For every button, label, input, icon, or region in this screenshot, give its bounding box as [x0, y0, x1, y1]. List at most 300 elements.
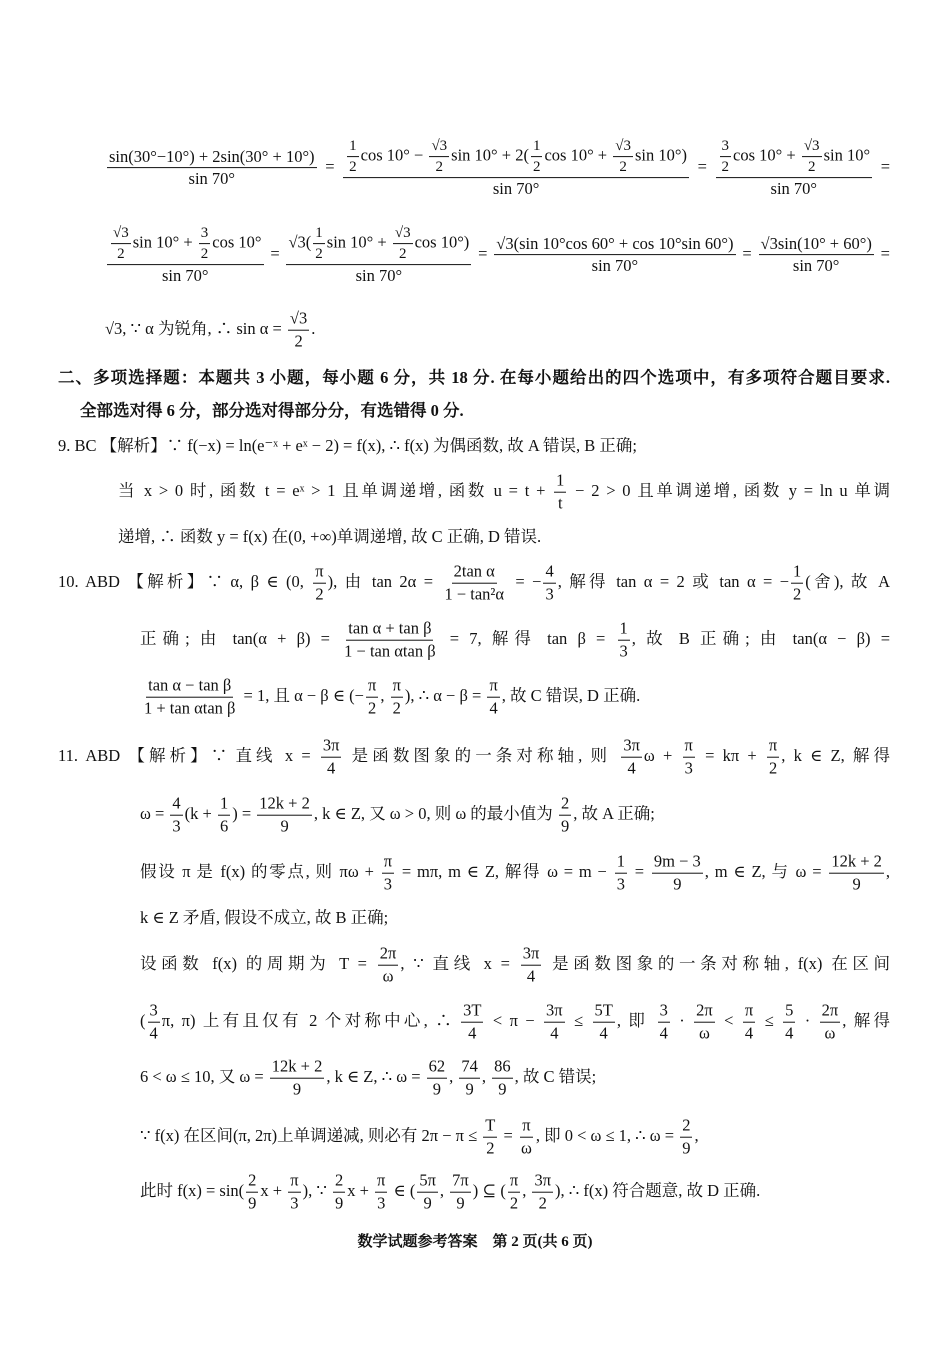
numerator — [459, 1057, 480, 1079]
text-run: π — [489, 675, 498, 695]
denominator — [487, 698, 499, 719]
fraction — [170, 794, 182, 837]
text-run: , 即 — [616, 1010, 656, 1030]
text-run: x + — [347, 1180, 374, 1200]
fraction — [342, 619, 437, 662]
text-run: 2 — [768, 758, 778, 778]
text-run: = — [690, 156, 714, 176]
text-run: sin 70° — [792, 256, 840, 276]
text-run: = mπ, m ∈ Z, 解得 ω = m − — [396, 861, 613, 881]
denominator — [187, 168, 237, 189]
fraction — [559, 794, 571, 837]
text-run: 9 — [560, 816, 570, 836]
text-run: 9 — [248, 1193, 257, 1213]
fraction — [716, 137, 873, 199]
text-run: = — [737, 243, 757, 263]
text-run: 3π — [546, 1000, 563, 1020]
numerator — [554, 471, 566, 493]
text-run: 9 — [673, 874, 682, 894]
fraction — [618, 619, 630, 662]
numerator — [791, 562, 803, 584]
numerator — [346, 619, 433, 641]
text-run: π — [392, 675, 401, 695]
fraction — [508, 1171, 520, 1214]
text-run: 2 — [619, 159, 627, 176]
denominator — [434, 157, 446, 176]
text-run: 2 — [793, 584, 802, 604]
text-run: tan α − tan β — [148, 675, 232, 695]
text-run: t — [557, 493, 563, 513]
fraction — [652, 852, 703, 895]
numerator — [218, 794, 230, 816]
text-run: π — [377, 1170, 386, 1190]
text-run: 3π — [623, 735, 640, 755]
denominator — [278, 816, 290, 837]
text-run: 全部选对得 6 分，部分选对得部分分，有选错得 0 分. — [80, 401, 464, 421]
text-run: 1 — [793, 561, 802, 581]
fraction — [378, 944, 399, 987]
denominator — [491, 178, 541, 199]
fraction — [111, 224, 131, 263]
numerator — [829, 852, 884, 874]
fraction — [442, 562, 506, 605]
denominator — [680, 1138, 692, 1159]
numerator — [716, 137, 873, 178]
text-run: 2 — [721, 159, 730, 176]
text-run: ∵ f(x) 在区间(π, 2π)上单调递减, 则必有 2π − π ≤ — [140, 1125, 482, 1145]
text-run: π — [744, 1000, 754, 1020]
text-run: 9 — [423, 1193, 432, 1213]
denominator — [382, 874, 394, 895]
denominator — [313, 584, 325, 605]
numerator — [680, 1116, 692, 1138]
numerator — [743, 1001, 755, 1023]
section-heading — [58, 368, 890, 388]
numerator — [820, 1001, 841, 1023]
fraction — [450, 1171, 471, 1214]
denominator — [617, 157, 629, 176]
text-run: 2 — [486, 1138, 495, 1158]
fraction — [288, 309, 309, 352]
text-run: , k ∈ Z, 解得 — [781, 745, 891, 765]
denominator — [720, 157, 732, 176]
text-run: 4 — [550, 1023, 559, 1043]
fraction — [783, 1001, 795, 1044]
text-run: 9 — [682, 1138, 691, 1158]
text-run: 5π — [419, 1170, 436, 1190]
denominator — [822, 1023, 837, 1044]
text-run: 是函数图象的一条对称轴, f(x) 在区间 — [543, 953, 891, 973]
denominator — [466, 1023, 478, 1044]
text-run: 6 < ω ≤ 10, 又 ω = — [140, 1066, 268, 1086]
fraction — [543, 562, 555, 605]
text-run: 4 — [327, 758, 336, 778]
numerator — [378, 944, 399, 966]
fraction — [246, 1171, 258, 1214]
numerator — [170, 794, 182, 816]
text-run: 2π — [821, 1000, 839, 1020]
numerator — [288, 1171, 300, 1193]
denominator — [508, 1193, 520, 1214]
text-run: 12k + 2 — [271, 1056, 323, 1076]
fraction — [829, 852, 884, 895]
fraction — [286, 224, 471, 286]
text-run: 9 — [280, 816, 289, 836]
fraction — [658, 1001, 670, 1044]
text-run: 5T — [594, 1000, 613, 1020]
denominator — [743, 1023, 755, 1044]
text-run: 1 — [619, 618, 628, 638]
text-run: , — [481, 1066, 491, 1086]
text-run: , — [694, 1125, 699, 1145]
q9-line — [58, 436, 637, 456]
q11-line — [140, 794, 655, 837]
text-run: ≤ — [566, 1010, 591, 1030]
denominator — [791, 584, 803, 605]
denominator — [354, 265, 404, 286]
text-run: 86 — [494, 1056, 511, 1076]
q11-line — [140, 852, 890, 895]
text-run: 2 — [248, 1170, 257, 1190]
fraction — [613, 137, 633, 176]
denominator — [658, 1023, 670, 1044]
fraction — [767, 736, 779, 779]
fraction — [554, 471, 566, 514]
text-run: ∈ ( — [389, 1180, 416, 1200]
fraction — [427, 1057, 448, 1100]
text-run: ω = — [140, 803, 169, 823]
numerator — [559, 794, 571, 816]
numerator — [521, 944, 542, 966]
denominator — [556, 493, 565, 514]
fraction — [483, 1116, 497, 1159]
text-run: 3 — [377, 1193, 386, 1213]
fraction — [333, 1171, 345, 1214]
denominator — [397, 244, 409, 263]
text-run: 4 — [545, 561, 554, 581]
text-run: = — [875, 243, 890, 263]
fraction — [148, 1001, 160, 1044]
text-run: √3 — [615, 138, 631, 155]
numerator — [593, 1001, 615, 1023]
text-run: 4 — [489, 698, 498, 718]
text-run: , 故 C 错误, D 正确. — [501, 685, 641, 705]
fraction — [382, 852, 394, 895]
text-run: π — [367, 675, 377, 695]
denominator — [697, 1023, 712, 1044]
q11-line — [140, 944, 890, 987]
fraction — [680, 1116, 692, 1159]
numerator — [532, 1171, 553, 1193]
text-run: 1 — [532, 138, 541, 155]
text-run: 10. ABD 【解析】∵ α, β ∈ (0, — [58, 571, 312, 591]
denominator — [422, 1193, 434, 1214]
text-run: , ∵ 直线 x = — [400, 953, 519, 973]
text-run: = — [628, 861, 650, 881]
numerator — [391, 676, 403, 698]
text-run: π, π) 上有且仅有 2 个对称中心, ∴ — [161, 1010, 460, 1030]
text-run: π — [522, 1115, 531, 1135]
text-run: √3 — [803, 138, 820, 155]
text-run: 假设 π 是 f(x) 的零点, 则 πω + — [140, 861, 380, 881]
denominator — [525, 966, 537, 987]
text-run: 4 — [659, 1023, 668, 1043]
text-run: ω + — [643, 745, 681, 765]
q9-line — [118, 527, 541, 547]
text-run: 3T — [463, 1000, 482, 1020]
fraction — [492, 1057, 513, 1100]
fraction — [288, 1171, 300, 1214]
denominator — [543, 584, 555, 605]
text-run: 3 — [172, 816, 181, 836]
text-run: 3 — [684, 758, 693, 778]
text-run: sin 10° + 2( — [451, 145, 529, 165]
fraction — [391, 676, 403, 719]
denominator — [160, 265, 210, 286]
fraction — [321, 736, 342, 779]
text-run: 2 — [682, 1115, 691, 1135]
numerator — [286, 224, 471, 265]
denominator — [288, 1193, 300, 1214]
text-run: π — [768, 735, 778, 755]
text-run: 2 — [334, 1170, 344, 1190]
text-run: , — [439, 1180, 449, 1200]
text-run: 2 — [117, 246, 125, 263]
text-run: 当 x > 0 时, 函数 t = eˣ > 1 且单调递增, 函数 u = t + — [118, 480, 553, 500]
numerator — [492, 1057, 513, 1079]
text-run: (舍), 故 A — [805, 571, 890, 591]
numerator — [783, 1001, 795, 1023]
fraction — [621, 736, 642, 779]
text-run: √3( — [288, 232, 312, 252]
text-run: √3 — [394, 225, 411, 242]
denominator — [537, 1193, 549, 1214]
text-run: 1 − tan αtan β — [344, 641, 436, 661]
denominator — [333, 1193, 345, 1214]
text-run: = — [265, 243, 285, 263]
text-run: ), ∴ α − β = — [404, 685, 486, 705]
denominator — [806, 157, 818, 176]
numerator — [543, 562, 555, 584]
text-run: π — [684, 735, 693, 755]
text-run: ( — [140, 1010, 146, 1030]
numerator — [107, 147, 317, 169]
denominator — [791, 255, 841, 276]
denominator — [598, 1023, 610, 1044]
text-run: 9 — [456, 1193, 465, 1213]
numerator — [613, 137, 633, 157]
numerator — [382, 852, 394, 874]
text-run: π — [509, 1170, 519, 1190]
text-run: · — [797, 1010, 818, 1030]
text-run: sin 70° — [355, 266, 403, 286]
text-run: sin 70° — [770, 179, 818, 199]
numerator — [429, 137, 449, 157]
text-run: , m ∈ Z, 与 ω = — [704, 861, 828, 881]
numerator — [427, 1057, 448, 1079]
text-run: , k ∈ Z, 又 ω > 0, 则 ω 的最小值为 — [313, 803, 557, 823]
fraction — [199, 224, 211, 263]
fraction — [531, 137, 543, 176]
fraction — [820, 1001, 841, 1044]
fraction — [393, 224, 413, 263]
text-run: sin 70° — [492, 179, 540, 199]
fraction — [343, 137, 689, 199]
text-run: sin 10° + — [132, 232, 197, 252]
text-run: , 解得 tan α = 2 或 tan α = − — [557, 571, 790, 591]
numerator — [393, 224, 413, 244]
text-run: 3 — [616, 874, 625, 894]
text-run: 11. ABD 【解析】∵ 直线 x = — [58, 745, 319, 765]
denominator — [548, 1023, 560, 1044]
text-run: (k + — [184, 803, 216, 823]
numerator — [544, 1001, 565, 1023]
text-run: cos 10° + — [544, 145, 612, 165]
text-run: 6 — [219, 816, 229, 836]
text-run: 2tan α — [453, 561, 495, 581]
text-run: sin 10°) — [634, 145, 687, 165]
q10-line — [58, 562, 890, 605]
numerator — [759, 234, 874, 256]
text-run: < π − — [485, 1010, 543, 1030]
numerator — [347, 137, 359, 157]
numerator — [618, 619, 630, 641]
numerator — [615, 852, 627, 874]
q11-line — [140, 1001, 890, 1044]
text-run: 设函数 f(x) 的周期为 T = — [140, 953, 376, 973]
numerator — [148, 1001, 160, 1023]
text-run: √3 — [431, 138, 448, 155]
denominator — [292, 331, 304, 352]
text-run: 9 — [852, 874, 861, 894]
numerator — [531, 137, 543, 157]
text-run: 1 − tan²α — [444, 584, 505, 604]
text-run: sin 70° — [188, 169, 236, 189]
denominator — [519, 1138, 534, 1159]
text-run: sin 70° — [162, 266, 209, 286]
denominator — [769, 178, 819, 199]
fraction — [375, 1171, 387, 1214]
text-run: 4 — [468, 1023, 477, 1043]
fraction — [313, 224, 325, 263]
text-run: ω — [520, 1138, 532, 1158]
text-run: 正确; 由 tan(α + β) = — [140, 628, 341, 648]
text-run: 2 — [368, 698, 377, 718]
q11-line — [140, 1057, 596, 1100]
denominator — [671, 874, 683, 895]
numerator — [417, 1171, 438, 1193]
text-run: = 7, 解得 tan β = — [439, 628, 616, 648]
text-run: , 故 B 正确; 由 tan(α − β) = — [631, 628, 891, 648]
fraction — [487, 676, 499, 719]
q9-line — [118, 471, 890, 514]
text-run: 9. BC 【解析】∵ f(−x) = ln(e⁻ˣ + eˣ − 2) = f(x), ∴ f(x) 为偶函数, 故 A 错误, B 正确; — [58, 436, 637, 456]
text-run: k ∈ Z 矛盾, 假设不成立, 故 B 正确; — [140, 908, 389, 928]
text-run: x + — [260, 1180, 287, 1200]
text-run: , 即 0 < ω ≤ 1, ∴ ω = — [535, 1125, 679, 1145]
text-run: < — [716, 1010, 741, 1030]
text-run: 3 — [545, 584, 554, 604]
denominator — [246, 1193, 258, 1214]
fraction — [417, 1171, 438, 1214]
text-run: 5 — [785, 1000, 794, 1020]
eq-line — [105, 224, 890, 286]
fraction — [459, 1057, 480, 1100]
text-run: 7π — [452, 1170, 469, 1190]
fraction — [593, 1001, 615, 1044]
numerator — [720, 137, 732, 157]
text-run: ), ∴ f(x) 符合题意, 故 D 正确. — [555, 1180, 761, 1200]
text-run: √3(sin 10°cos 60° + cos 10°sin 60°) — [496, 233, 734, 253]
text-run: ) ⊆ ( — [472, 1180, 506, 1200]
text-run: ω — [824, 1023, 836, 1043]
numerator — [452, 562, 497, 584]
text-run: = — [874, 156, 890, 176]
text-run: 2 — [349, 159, 357, 176]
text-run: sin 10° — [823, 145, 871, 165]
numerator — [450, 1171, 471, 1193]
text-run: 2 — [200, 246, 209, 263]
fraction — [494, 234, 735, 277]
denominator — [325, 758, 337, 779]
denominator — [170, 816, 182, 837]
text-run: √3sin(10° + 60°) — [760, 233, 872, 253]
denominator — [342, 641, 437, 662]
fraction — [720, 137, 732, 176]
q11-line — [140, 1116, 699, 1159]
text-run: 1 — [315, 225, 323, 242]
denominator — [442, 584, 506, 605]
denominator — [531, 157, 543, 176]
text-run: 2 — [807, 159, 816, 176]
text-run: 9m − 3 — [653, 851, 701, 871]
text-run: , k ∈ Z, ∴ ω = — [326, 1066, 425, 1086]
q10-line — [140, 676, 640, 719]
text-run: = — [473, 243, 493, 263]
denominator — [115, 244, 127, 263]
text-run: 9 — [432, 1079, 442, 1099]
text-run: 此时 f(x) = sin( — [140, 1180, 245, 1200]
text-run: π — [315, 561, 324, 581]
text-run: 2 — [435, 159, 444, 176]
text-run: 2π — [379, 943, 397, 963]
denominator — [142, 698, 237, 719]
text-run: ≤ — [757, 1010, 782, 1030]
text-run: 4 — [526, 966, 536, 986]
text-run: 4 — [744, 1023, 754, 1043]
text-run: cos 10°) — [414, 232, 470, 252]
text-run: , 故 C 错误; — [514, 1066, 597, 1086]
text-run: 2 — [538, 1193, 547, 1213]
numerator — [683, 736, 695, 758]
q11-line — [140, 908, 388, 928]
denominator — [850, 874, 862, 895]
text-run: π — [383, 851, 393, 871]
text-run: T — [485, 1115, 496, 1135]
denominator — [767, 758, 779, 779]
text-run: − 2 > 0 且单调递增, 函数 y = ln u 单调 — [568, 480, 890, 500]
denominator — [375, 1193, 387, 1214]
text-run: 2 — [315, 584, 324, 604]
text-run: · — [671, 1010, 693, 1030]
numerator — [343, 137, 689, 178]
denominator — [366, 698, 378, 719]
fraction — [615, 852, 627, 895]
fraction — [218, 794, 230, 837]
text-run: = — [318, 156, 342, 176]
text-run: 4 — [172, 793, 181, 813]
text-run: 1 + tan αtan β — [144, 698, 236, 718]
